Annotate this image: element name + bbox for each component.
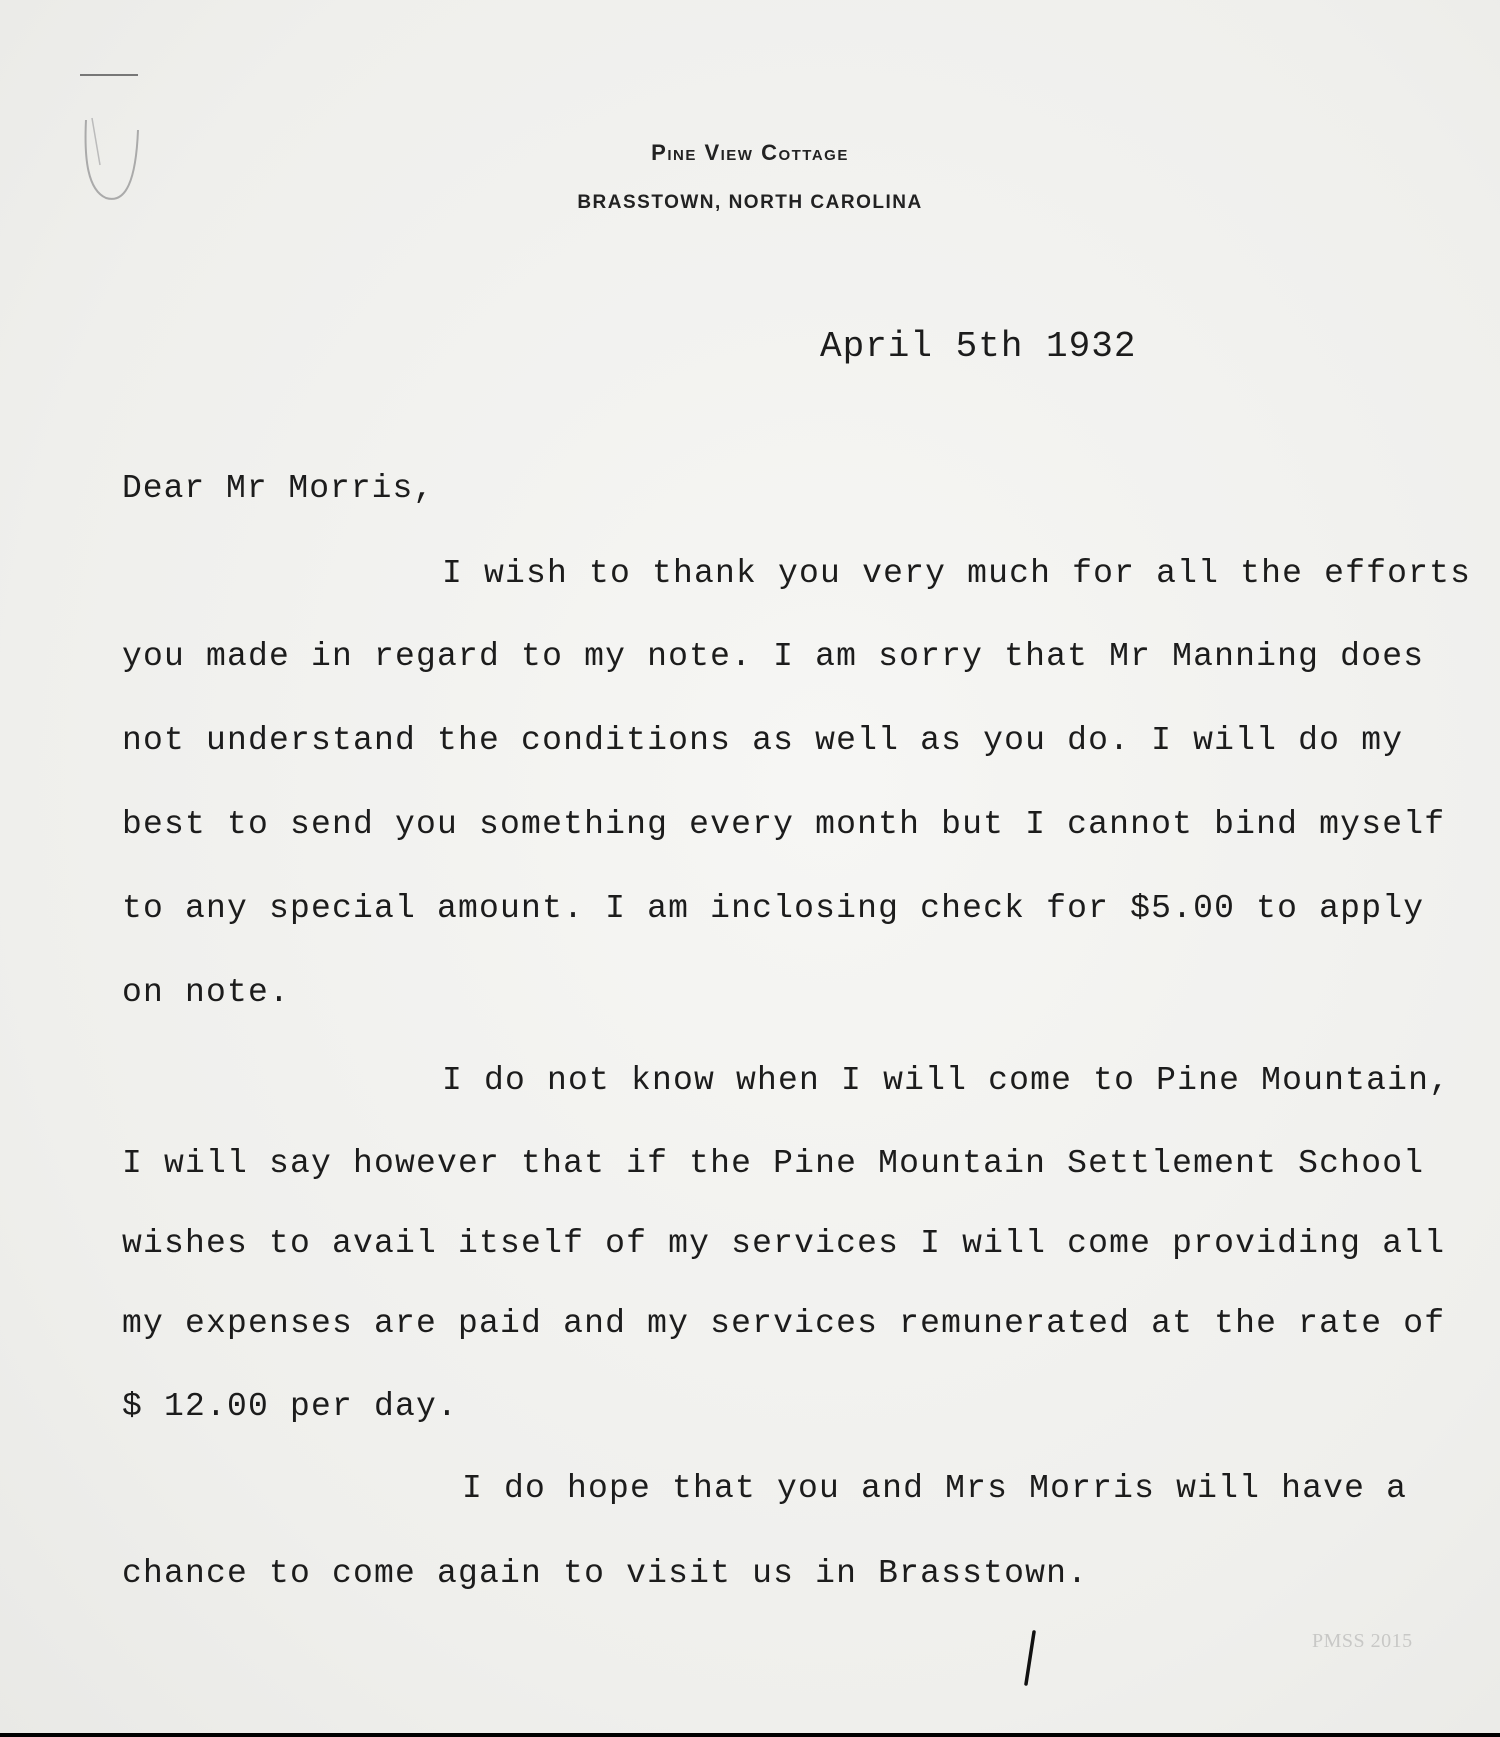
paragraph-2-line-4: my expenses are paid and my services remunerated at the rate of	[122, 1305, 1446, 1342]
paragraph-2-line-1: I do not know when I will come to Pine Mountain,	[442, 1062, 1451, 1099]
paragraph-2-line-2: I will say however that if the Pine Mountain Settlement School	[122, 1145, 1425, 1182]
paragraph-1-line-3: not understand the conditions as well as you do. I will do my	[122, 722, 1404, 759]
handwritten-page-number	[1018, 1628, 1042, 1688]
paragraph-1-line-4: best to send you something every month but I cannot bind myself	[122, 806, 1446, 843]
paragraph-3-line-2: chance to come again to visit us in Brasstown.	[122, 1555, 1089, 1592]
paragraph-1-line-2: you made in regard to my note. I am sorry that Mr Manning does	[122, 638, 1425, 675]
archive-watermark: PMSS 2015	[1312, 1630, 1413, 1652]
paragraph-1-line-5: to any special amount. I am inclosing check for $5.00 to apply	[122, 890, 1425, 927]
scan-bottom-edge	[0, 1733, 1500, 1737]
paragraph-3-line-1: I do hope that you and Mrs Morris will have a	[462, 1470, 1408, 1507]
paragraph-2-line-5: $ 12.00 per day.	[122, 1388, 459, 1425]
paragraph-1-line-6: on note.	[122, 974, 291, 1011]
paragraph-1-line-1: I wish to thank you very much for all the efforts	[442, 555, 1472, 592]
salutation: Dear Mr Morris,	[122, 470, 435, 507]
letterhead-name: Pine View Cottage	[651, 140, 849, 165]
paragraph-2-line-3: wishes to avail itself of my services I will come providing all	[122, 1225, 1446, 1262]
letter-date: April 5th 1932	[820, 326, 1137, 367]
letterhead-place: BRASSTOWN, NORTH CAROLINA	[577, 192, 923, 213]
